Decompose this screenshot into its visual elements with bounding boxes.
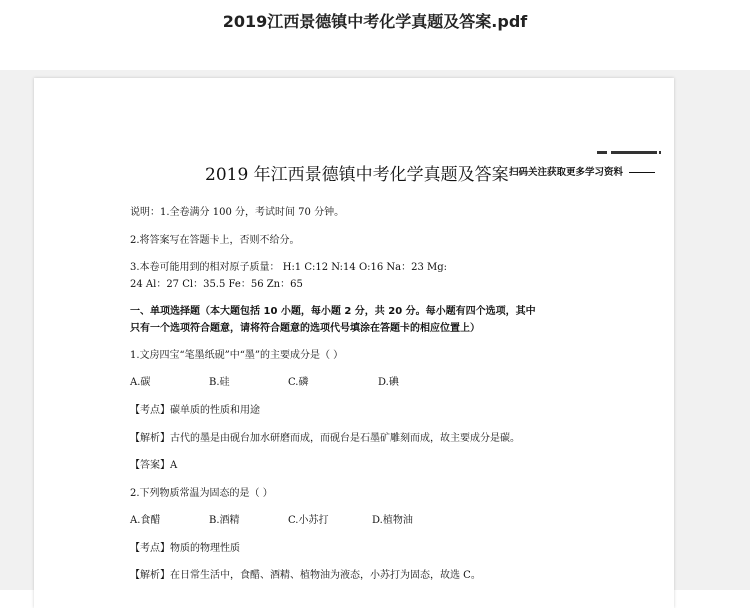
question-2: 2.下列物质常温为固态的是（ ） [130, 488, 273, 499]
q1-option-c: C.磷 [288, 377, 309, 388]
q2-option-a: A.食醋 [130, 515, 161, 526]
pdf-page [34, 78, 674, 608]
q1-point: 【考点】碳单质的性质和用途 [130, 405, 260, 416]
q2-analysis: 【解析】在日常生活中，食醋、酒精、植物油为液态，小苏打为固态，故选 C。 [130, 570, 481, 581]
note-line-3b: 24 Al：27 Cl：35.5 Fe：56 Zn：65 [130, 279, 303, 290]
q1-analysis: 【解析】古代的墨是由砚台加水研磨而成，而砚台是石墨矿雕刻而成，故主要成分是碳。 [130, 433, 520, 444]
note-line-1: 说明：1.全卷满分 100 分，考试时间 70 分钟。 [130, 207, 345, 218]
section-heading-line-2: 只有一个选项符合题意，请将符合题意的选项代号填涂在答题卡的相应位置上） [130, 323, 480, 334]
viewer-header [0, 0, 750, 70]
side-note-line [629, 172, 655, 173]
file-title: 2019江西景德镇中考化学真题及答案.pdf [222, 12, 528, 31]
q1-option-a: A.碳 [130, 377, 151, 388]
q1-option-b: B.硅 [209, 377, 230, 388]
q2-option-b: B.酒精 [209, 515, 240, 526]
q1-answer: 【答案】A [130, 460, 178, 471]
header-mark [597, 151, 661, 154]
document-title: 2019 年江西景德镇中考化学真题及答案 [205, 165, 509, 185]
note-line-2: 2.将答案写在答题卡上，否则不给分。 [130, 235, 300, 246]
q1-option-d: D.碘 [378, 377, 399, 388]
q2-option-c: C.小苏打 [288, 515, 329, 526]
q2-option-d: D.植物油 [372, 515, 413, 526]
section-heading-line-1: 一、单项选择题（本大题包括 10 小题，每小题 2 分，共 20 分。每小题有四个选项，其中 [130, 306, 536, 317]
q2-point: 【考点】物质的物理性质 [130, 543, 240, 554]
question-1: 1.文房四宝“笔墨纸砚”中“墨”的主要成分是（ ） [130, 350, 344, 361]
note-line-3a: 3.本卷可能用到的相对原子质量： H:1 C:12 N:14 O:16 Na：23 Mg: [130, 262, 448, 273]
qr-side-note: 扫码关注获取更多学习资料 [509, 167, 624, 178]
